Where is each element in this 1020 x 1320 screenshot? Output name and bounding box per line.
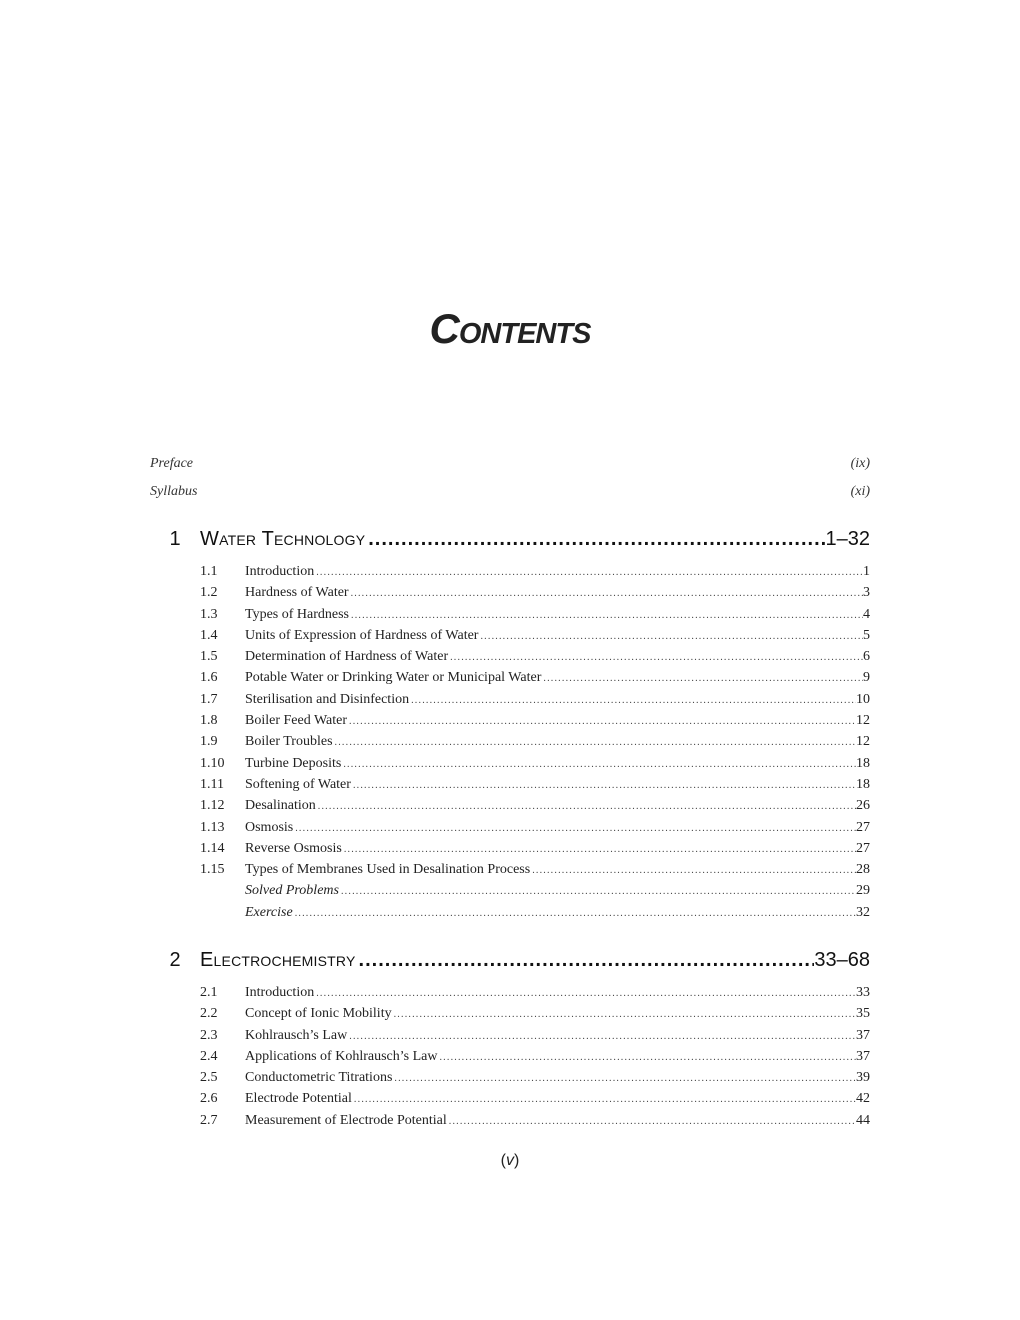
section-title: Osmosis — [245, 819, 294, 835]
chapter-number: 2 — [169, 949, 181, 971]
toc-entry[interactable] — [150, 841, 870, 862]
folio-number: v — [506, 1152, 514, 1169]
section-number: 1.12 — [200, 798, 225, 814]
dot-leader — [448, 652, 863, 663]
section-number: 2.3 — [200, 1027, 218, 1043]
page-title: Contents — [429, 305, 591, 352]
section-page: 27 — [856, 840, 870, 856]
section-number: 2.7 — [200, 1112, 218, 1128]
dot-leader — [347, 716, 856, 727]
toc-entry[interactable] — [150, 670, 870, 691]
section-title: Hardness of Water — [245, 585, 349, 601]
chapter-1-entries — [150, 564, 870, 926]
toc-entry[interactable] — [150, 777, 870, 798]
section-title: Applications of Kohlrausch’s Law — [245, 1048, 438, 1064]
toc-entry[interactable] — [150, 564, 870, 585]
section-number: 1.2 — [200, 585, 218, 601]
section-title: Boiler Feed Water — [245, 713, 348, 729]
section-title: Determination of Hardness of Water — [245, 649, 449, 665]
toc-entry[interactable] — [150, 734, 870, 755]
section-page: 6 — [863, 649, 870, 665]
section-number: 1.8 — [200, 713, 218, 729]
section-number: 1.6 — [200, 670, 218, 686]
chapter-page-range: 33–68 — [814, 949, 870, 971]
chapter-heading-1[interactable] — [150, 528, 870, 560]
toc-entry[interactable] — [150, 713, 870, 734]
dot-leader — [478, 631, 863, 642]
section-title: Types of Membranes Used in Desalination Process — [245, 862, 531, 878]
section-number: 1.3 — [200, 606, 218, 622]
dot-leader — [341, 759, 856, 770]
dot-leader — [409, 695, 856, 706]
dot-leader — [339, 886, 856, 897]
toc-entry[interactable] — [150, 1049, 870, 1070]
chapter-title: Electrochemistry — [200, 949, 356, 971]
toc-entry[interactable] — [150, 649, 870, 670]
section-title: Exercise — [245, 904, 293, 920]
section-page: 42 — [856, 1091, 870, 1107]
section-number: 2.1 — [200, 985, 218, 1000]
dot-leader — [351, 780, 856, 791]
section-page: 3 — [863, 585, 870, 601]
section-page: 5 — [863, 627, 870, 643]
section-page: 44 — [856, 1112, 870, 1128]
dot-leader — [541, 673, 863, 684]
toc-entry[interactable] — [150, 862, 870, 883]
dot-leader — [316, 801, 856, 812]
dot-leader — [333, 737, 856, 748]
front-matter-label: Preface — [150, 456, 194, 471]
section-title: Reverse Osmosis — [245, 840, 342, 856]
section-title: Introduction — [245, 985, 315, 1000]
dot-leader — [356, 949, 815, 972]
section-title: Solved Problems — [245, 883, 339, 899]
front-matter-page: (xi) — [850, 484, 870, 499]
toc-entry[interactable] — [150, 756, 870, 777]
section-page: 26 — [856, 798, 870, 814]
toc-entry[interactable] — [150, 607, 870, 628]
chapter-title: Water Technology — [200, 528, 366, 550]
section-number: 1.13 — [200, 819, 225, 835]
section-page: 29 — [856, 883, 870, 899]
toc-entry[interactable] — [150, 628, 870, 649]
dot-leader — [447, 1116, 856, 1127]
section-page: 35 — [856, 1006, 870, 1022]
toc-entry[interactable] — [150, 798, 870, 819]
section-title: Introduction — [245, 564, 315, 579]
toc-entry[interactable] — [150, 1091, 870, 1112]
section-page: 32 — [856, 904, 870, 920]
section-number: 1.4 — [200, 627, 218, 643]
section-title: Sterilisation and Disinfection — [245, 691, 410, 707]
section-title: Units of Expression of Hardness of Water — [245, 627, 479, 643]
section-page: 18 — [856, 776, 870, 792]
section-title: Softening of Water — [245, 776, 351, 792]
toc-entry[interactable] — [150, 585, 870, 606]
section-number: 1.14 — [200, 840, 225, 856]
section-page: 18 — [856, 755, 870, 771]
front-matter-preface[interactable] — [150, 456, 870, 476]
front-matter-syllabus[interactable] — [150, 484, 870, 504]
chapter-heading-2[interactable] — [150, 949, 870, 981]
section-number: 1.11 — [200, 776, 224, 792]
section-number: 1.7 — [200, 691, 218, 707]
chapter-2-entries — [150, 985, 870, 1134]
dot-leader — [293, 823, 856, 834]
toc-entry-solved-problems[interactable] — [150, 883, 870, 904]
toc-entry[interactable] — [150, 820, 870, 841]
section-title: Types of Hardness — [245, 606, 349, 622]
section-page: 39 — [856, 1070, 870, 1086]
section-page: 37 — [856, 1048, 870, 1064]
toc-entry[interactable] — [150, 1028, 870, 1049]
section-page: 9 — [863, 670, 870, 686]
front-matter-label: Syllabus — [150, 484, 198, 499]
section-number: 1.10 — [200, 755, 225, 771]
toc-entry[interactable] — [150, 1006, 870, 1027]
page-folio: (v) — [500, 1152, 520, 1169]
section-title: Potable Water or Drinking Water or Municipal Water — [245, 670, 542, 686]
chapter-page-range: 1–32 — [825, 528, 870, 550]
section-page: 27 — [856, 819, 870, 835]
dot-leader — [392, 1073, 856, 1084]
section-page: 37 — [856, 1027, 870, 1043]
dot-leader — [530, 865, 856, 876]
dot-leader — [392, 1009, 856, 1020]
toc-entry[interactable] — [150, 1113, 870, 1134]
section-title: Desalination — [245, 798, 316, 814]
section-page: 28 — [856, 862, 870, 878]
dot-leader — [314, 567, 863, 578]
toc-entry[interactable] — [150, 1070, 870, 1091]
dot-leader — [349, 610, 863, 621]
section-page: 33 — [856, 985, 870, 1000]
section-page: 12 — [856, 734, 870, 750]
section-page: 10 — [856, 691, 870, 707]
dot-leader — [352, 1094, 856, 1105]
toc-entry[interactable] — [150, 692, 870, 713]
dot-leader — [349, 588, 863, 599]
section-number: 1.1 — [200, 564, 218, 579]
section-number: 2.6 — [200, 1091, 218, 1107]
dot-leader — [347, 1031, 856, 1042]
section-title: Electrode Potential — [245, 1091, 352, 1107]
section-number: 1.9 — [200, 734, 218, 750]
section-title: Concept of Ionic Mobility — [245, 1006, 392, 1022]
section-page: 12 — [856, 713, 870, 729]
section-title: Kohlrausch’s Law — [245, 1027, 348, 1043]
section-number: 1.5 — [200, 649, 218, 665]
section-title: Conductometric Titrations — [245, 1070, 393, 1086]
toc-entry[interactable] — [150, 985, 870, 1006]
dot-leader — [314, 988, 856, 999]
section-number: 2.5 — [200, 1070, 218, 1086]
dot-leader — [365, 528, 825, 551]
section-title: Boiler Troubles — [245, 734, 333, 750]
section-page: 4 — [863, 606, 870, 622]
dot-leader — [342, 844, 856, 855]
front-matter-page: (ix) — [850, 456, 870, 471]
section-title: Measurement of Electrode Potential — [245, 1112, 447, 1128]
section-number: 2.2 — [200, 1006, 218, 1022]
section-title: Turbine Deposits — [245, 755, 342, 771]
dot-leader — [293, 908, 856, 919]
dot-leader — [437, 1052, 856, 1063]
section-page: 1 — [863, 564, 870, 579]
section-number: 1.15 — [200, 862, 225, 878]
chapter-number: 1 — [169, 528, 181, 550]
toc-entry-exercise[interactable] — [150, 905, 870, 926]
section-number: 2.4 — [200, 1048, 218, 1064]
